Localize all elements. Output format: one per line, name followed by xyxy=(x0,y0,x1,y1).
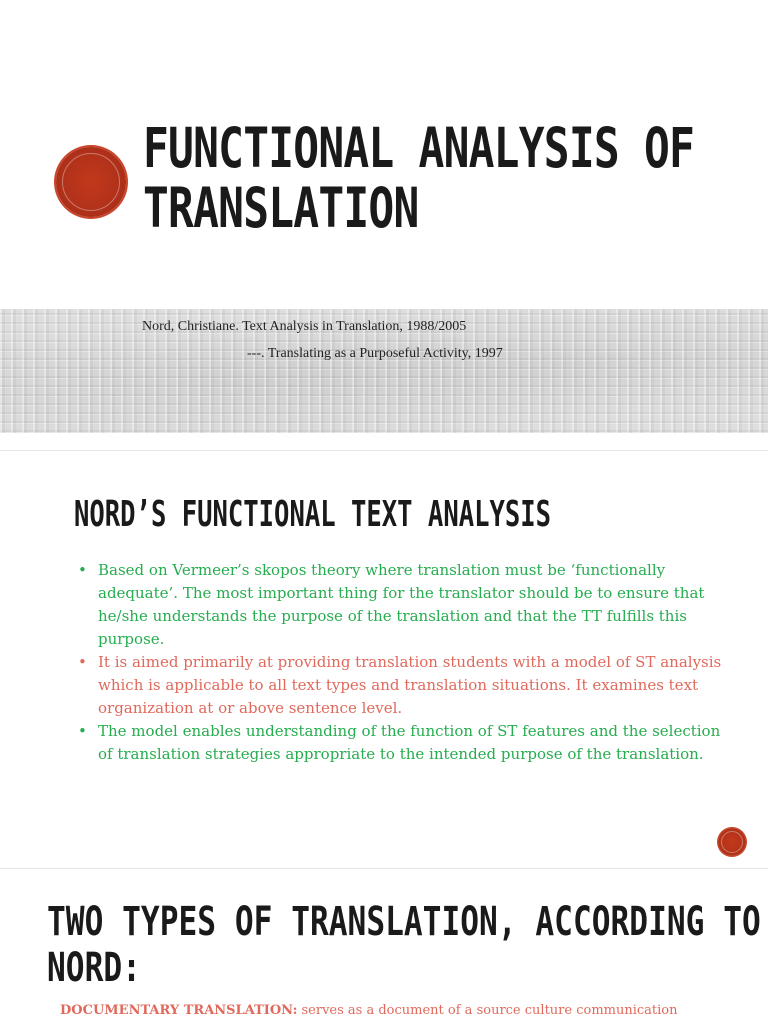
bullet-icon: • xyxy=(78,722,87,740)
reference-nord-1997: ---. Translating as a Purposeful Activity, 1997 xyxy=(247,346,503,361)
slide-title-line-2: TRANSLATION xyxy=(143,176,419,240)
bullet-text: It is aimed primarily at providing translation students with a model of ST analysis which is applicable to all text types and translation situations. It examines text organization at or above sentence level. xyxy=(98,653,722,717)
bullet-list xyxy=(78,559,738,766)
slide-heading: NORD’S FUNCTIONAL TEXT ANALYSIS xyxy=(74,494,552,535)
reference-nord-1988: Nord, Christiane. Text Analysis in Translation, 1988/2005 xyxy=(142,319,467,334)
documentary-translation-term: DOCUMENTARY TRANSLATION: xyxy=(60,1003,298,1018)
bullet-icon: • xyxy=(78,653,87,671)
bullet-icon: • xyxy=(78,561,87,579)
bullet-item-aim xyxy=(78,651,738,720)
documentary-translation-definition xyxy=(60,1003,678,1019)
slide-heading xyxy=(47,899,761,991)
bullet-text: Based on Vermeer’s skopos theory where translation must be ‘functionally adequate’. The most important thing for the translator should be to ensure that he/she understands the purpose of the translation and that the TT fulfills this purpose. xyxy=(98,561,705,648)
content-slide-two-types xyxy=(0,868,768,1025)
slide-heading-line-2: NORD: xyxy=(47,945,141,991)
content-slide-functional-text-analysis xyxy=(0,450,768,869)
slide-title-line-1: FUNCTIONAL ANALYSIS OF xyxy=(143,116,695,180)
bullet-item-skopos xyxy=(78,559,738,651)
red-circle-decoration-small xyxy=(718,828,746,856)
red-circle-decoration xyxy=(56,147,126,217)
slide-title xyxy=(143,116,695,240)
documentary-translation-text: serves as a document of a source culture communication xyxy=(297,1003,678,1018)
slide-heading-line-1: TWO TYPES OF TRANSLATION, ACCORDING TO xyxy=(47,899,761,945)
bullet-item-model xyxy=(78,720,738,766)
title-slide xyxy=(0,0,768,450)
bullet-text: The model enables understanding of the function of ST features and the selection of translation strategies appropriate to the intended purpose of the translation. xyxy=(98,722,721,763)
